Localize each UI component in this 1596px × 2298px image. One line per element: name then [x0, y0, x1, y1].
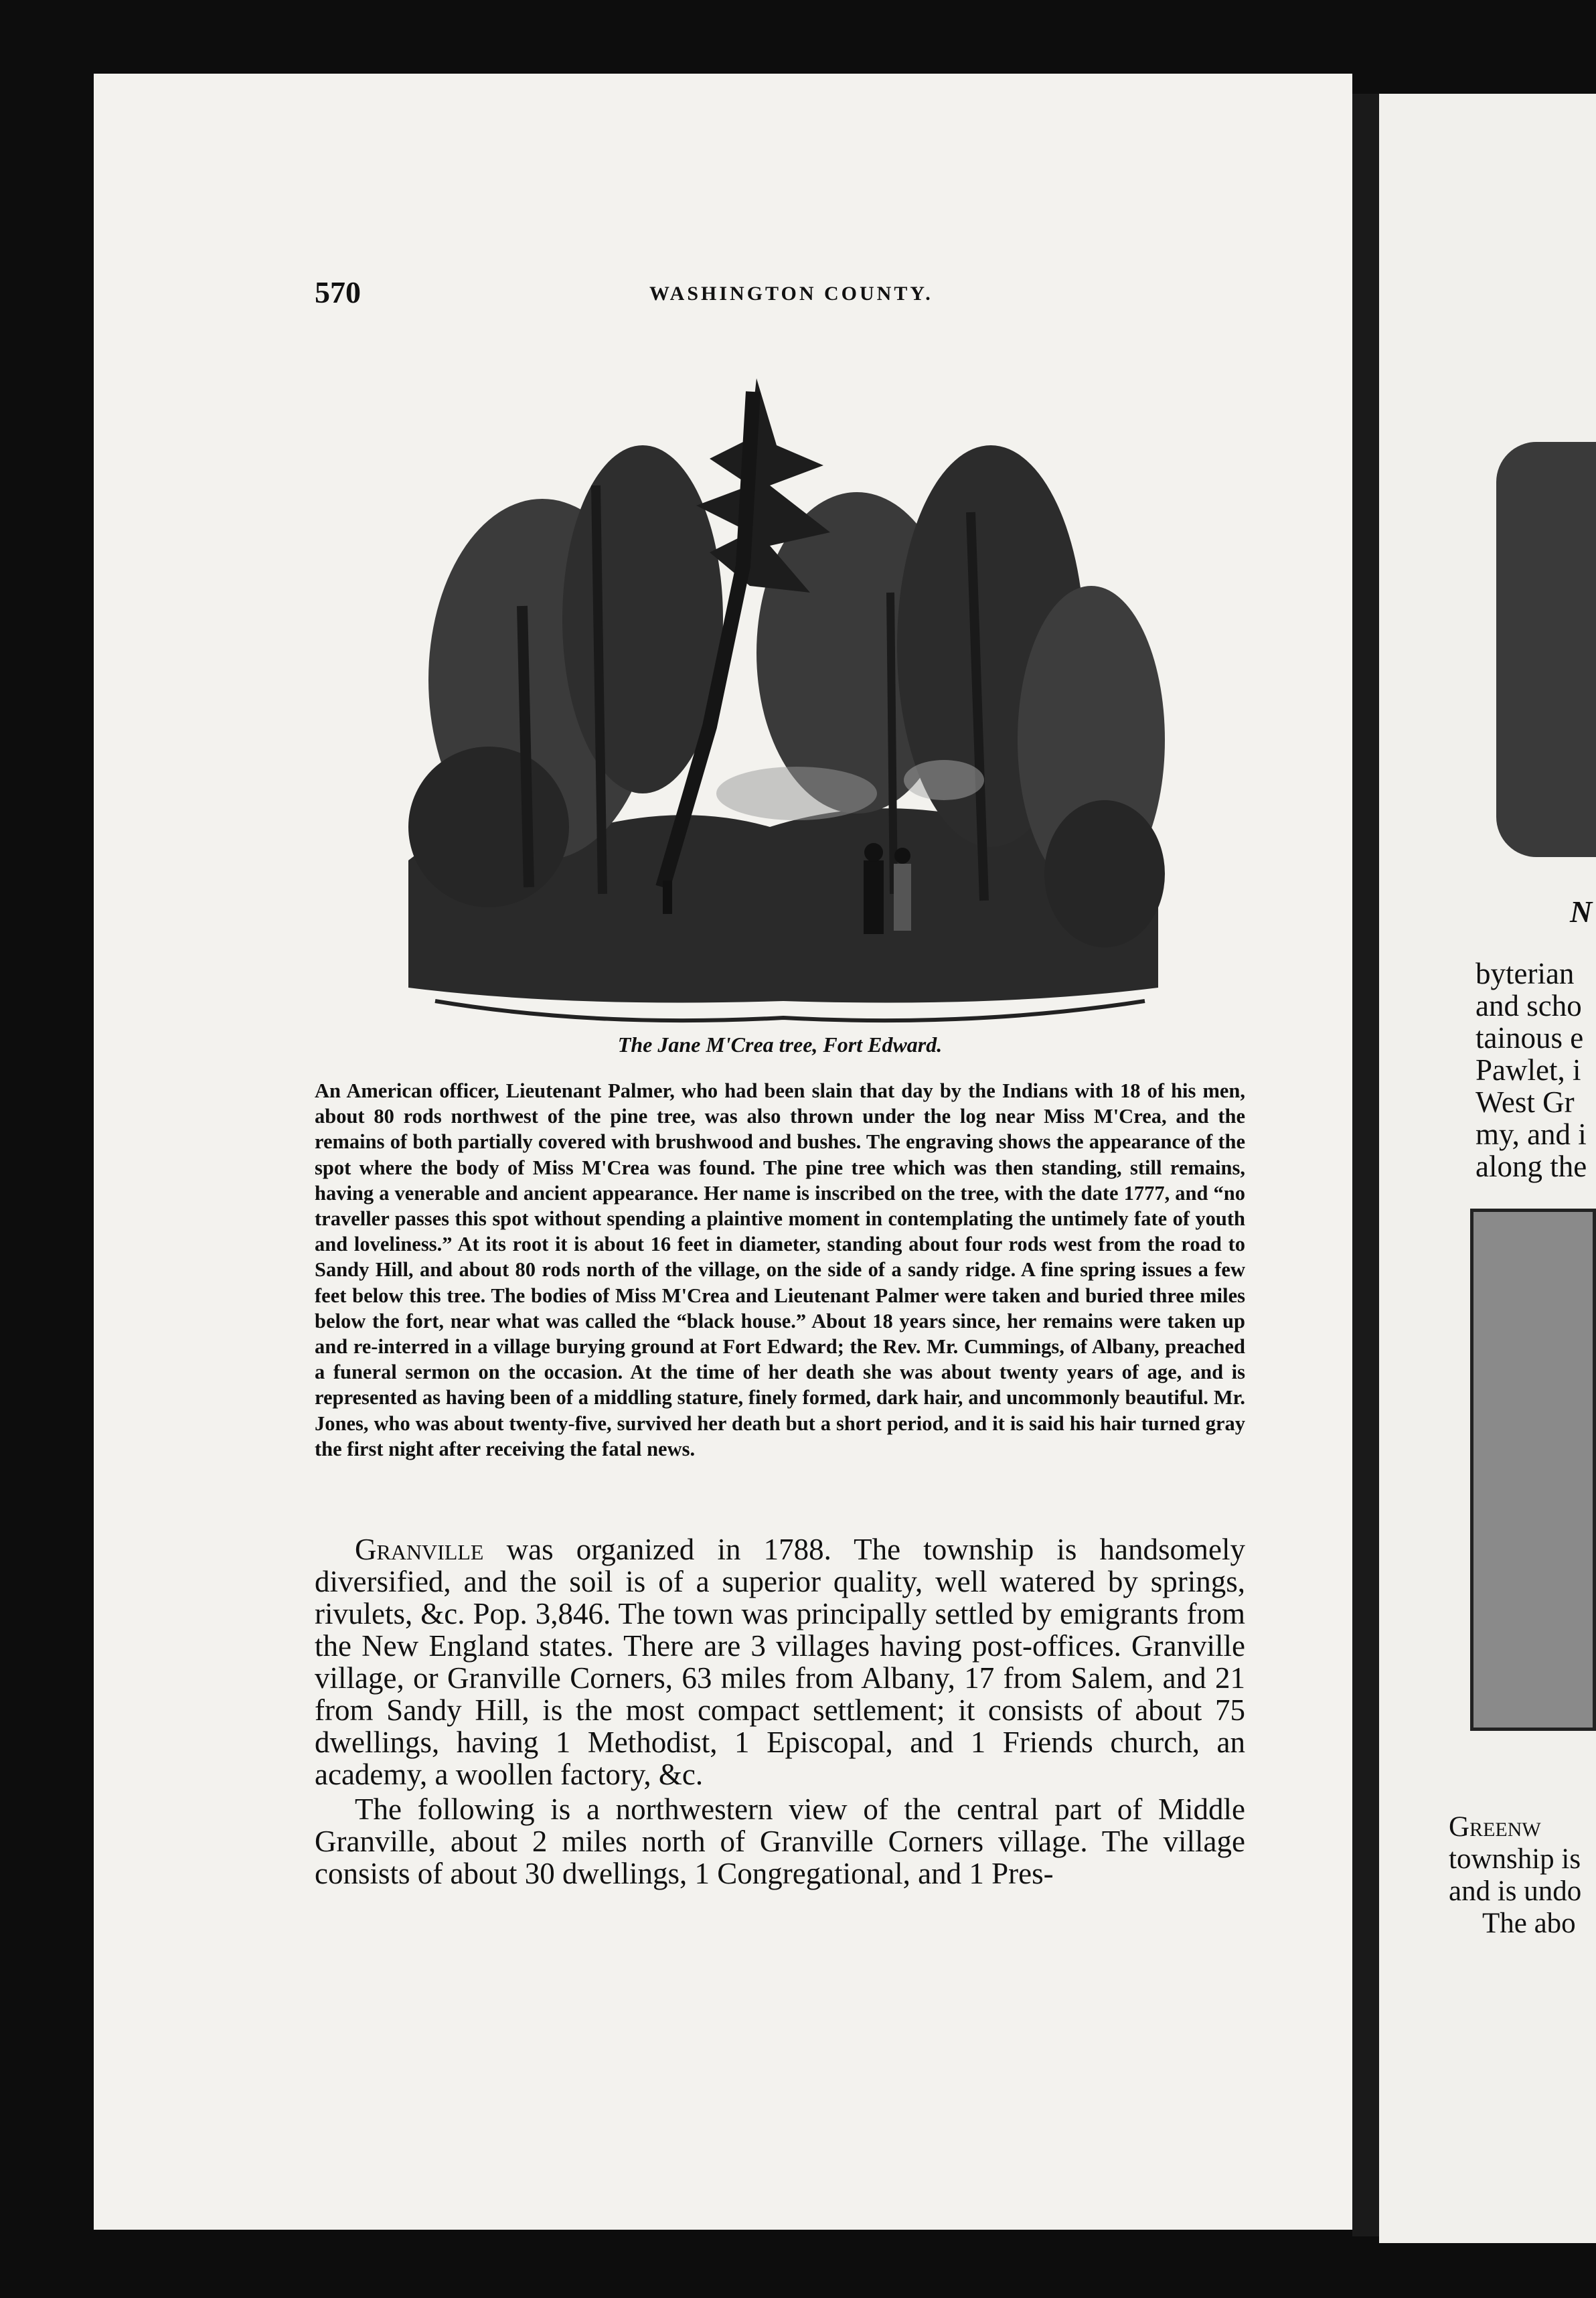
small-print-text: An American officer, Lieutenant Palmer, who had been slain that day by the Indians with 18 of his men, about 80 rods northwest of the pine tree, was also thrown under the log near Miss M'Crea, and the remains of both partially covered with brushwood and bushes. The engraving shows the appearance of the spot where the body of Miss M'Crea was found. The pine tree which was then standing, still remains, having a venerable and ancient appearance. Her name is inscribed on the tree, with the date 1777, and “no traveller passes this spot without spending a plaintive moment in contemplating the untimely fate of youth and loveliness.” At its root it is about 16 feet in diameter, standing about four rods west from the road to Sandy Hill, and about 80 rods north of the village, on the side of a sandy ridge. A fine spring issues a few feet below this tree. The bodies of Miss M'Crea and Lieutenant Palmer were taken and buried three miles below the fort, near what was called the “black house.” About 18 years since, her remains were taken up and re-interred in a village burying ground at Fort Edward; the Rev. Mr. Cummings, of Albany, preached a funeral sermon on the occasion. At the time of her death she was about twenty years of age, and is represented as having been of a middling stature, finely formed, dark hair, and uncommonly beautiful. Mr. Jones, who was about twenty-five, survived her death but a short period, and it is said his hair turned gray the first night after receiving the fatal news.	[315, 1079, 1245, 1460]
right-line: and is undo	[1449, 1875, 1582, 1907]
right-page-bottom-lines	[1449, 1811, 1581, 1940]
page-number: 570	[315, 275, 361, 309]
woodcut-trees-engraving-icon	[395, 365, 1172, 1028]
right-line: and scho	[1475, 989, 1582, 1022]
figure-caption: The Jane M'Crea tree, Fort Edward.	[617, 1032, 943, 1057]
right-page-top-lines	[1475, 958, 1587, 1182]
right-page-letter-n: N	[1570, 895, 1593, 929]
right-line: The abo	[1482, 1908, 1576, 1939]
granville-body: was organized in 1788. The township is handsomely diversified, and the soil is of a superior quality, well watered by springs, rivulets, &c. Pop. 3,846. The town was principally settled by emigrants from the New England states. There are 3 villages having post-offices. Granville village, or Granville Corners, 63 miles from Albany, 17 from Salem, and 21 from Sandy Hill, is the most compact settlement; it consists of about 75 dwellings, having 1 Methodist, 1 Episcopal, and 1 Friends church, an academy, a woollen factory, &c.	[315, 1533, 1245, 1791]
right-page-village-engraving	[1470, 1209, 1596, 1731]
granville-lead: Granville	[355, 1533, 484, 1566]
right-page-engraving	[1496, 442, 1596, 857]
right-line: tainous e	[1475, 1021, 1584, 1055]
running-head: WASHINGTON COUNTY.	[649, 283, 933, 305]
right-line: along the	[1475, 1150, 1587, 1183]
paragraph-middle-granville: The following is a northwestern view of the central part of Middle Granville, about 2 miles north of Granville Corners village. The village consists of about 30 dwellings, 1 Congregational, and 1 Pres-	[315, 1792, 1245, 1890]
right-line-greenwich: Greenw	[1449, 1811, 1541, 1843]
right-line: byterian	[1475, 957, 1575, 990]
main-body-text	[315, 1533, 1245, 1892]
right-line: township is	[1449, 1843, 1581, 1875]
page-header	[315, 275, 1245, 315]
right-line: West Gr	[1475, 1085, 1575, 1119]
small-print-paragraph	[315, 1078, 1245, 1462]
right-line: Pawlet, i	[1475, 1053, 1581, 1087]
book-gutter	[1352, 94, 1379, 2236]
paragraph-granville	[315, 1533, 1245, 1790]
right-line: my, and i	[1475, 1118, 1587, 1151]
